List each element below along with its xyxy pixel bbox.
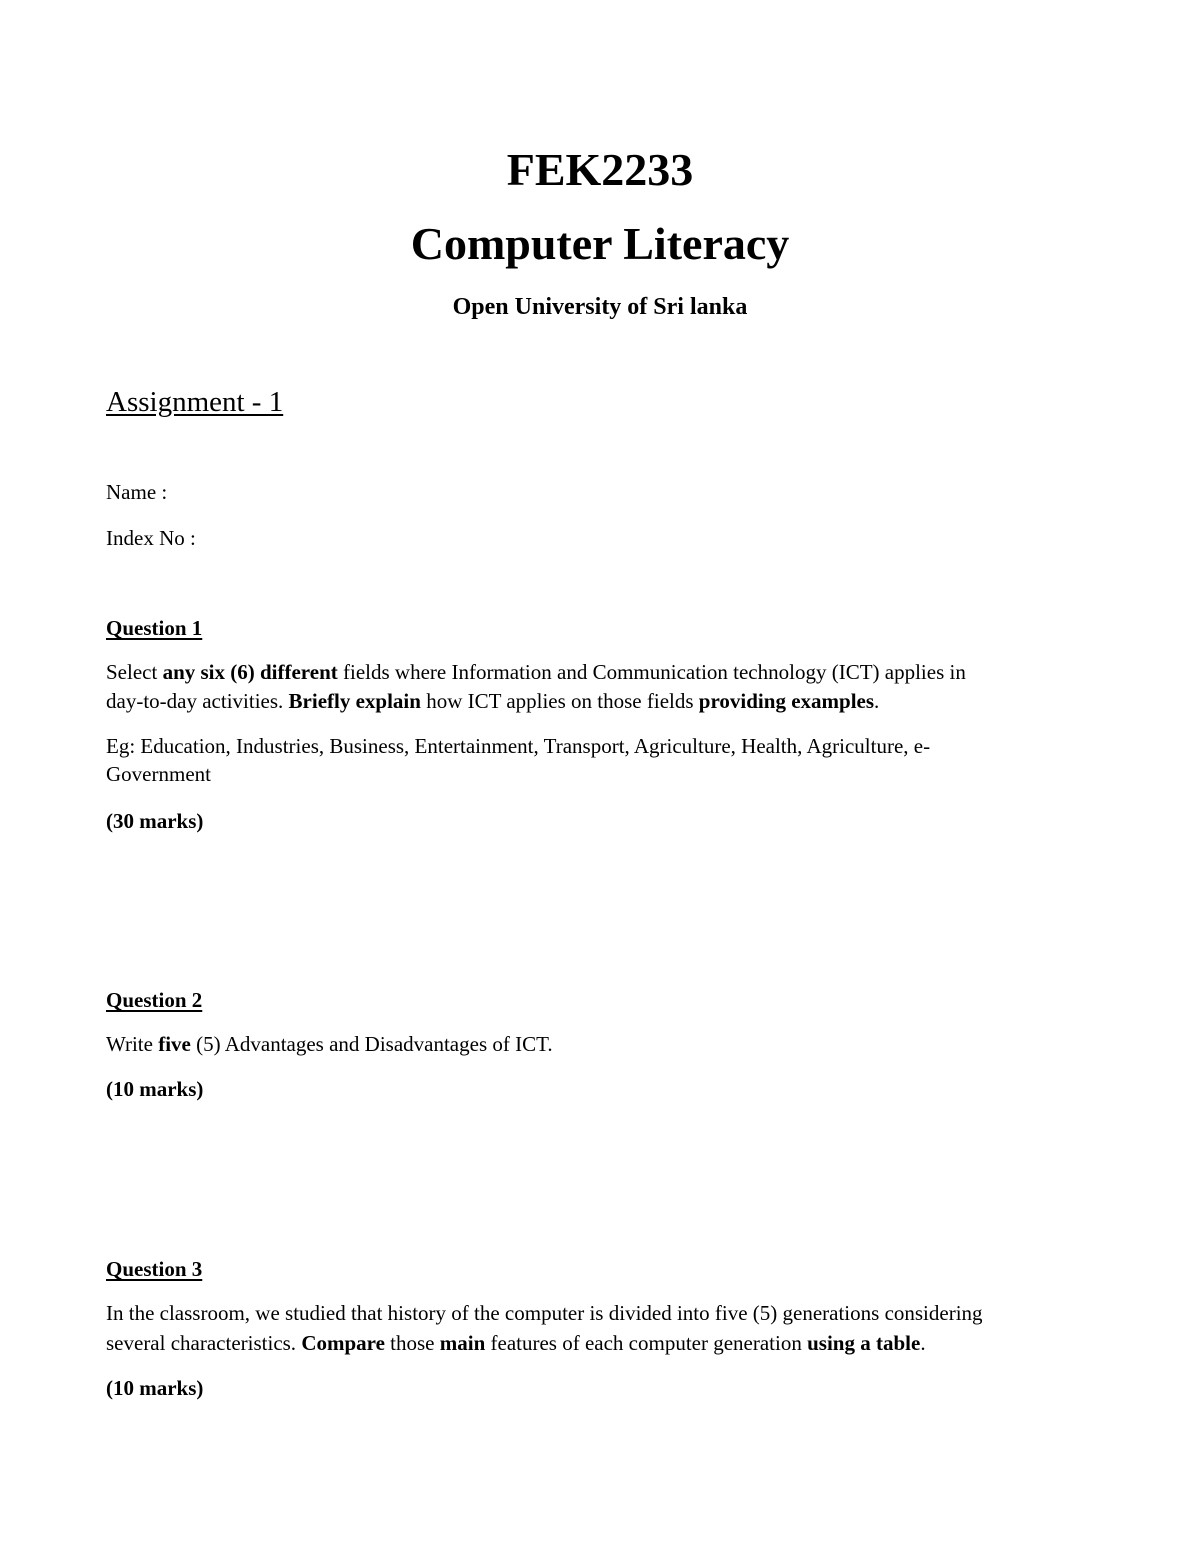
name-label: Name : — [106, 480, 168, 504]
question-3-heading: Question 3 — [106, 1257, 203, 1281]
course-code: FEK2233 — [506, 144, 694, 195]
question-1-line-1: Select any six (6) different fields where Information and Communication technology (ICT) applies in — [106, 660, 966, 684]
question-1-example-line-1: Eg: Education, Industries, Business, Entertainment, Transport, Agriculture, Health, Agriculture, e- — [106, 734, 931, 758]
course-title: Computer Literacy — [410, 218, 790, 269]
question-2-heading: Question 2 — [106, 988, 203, 1012]
question-1-heading: Question 1 — [106, 616, 203, 640]
question-3-marks: (10 marks) — [106, 1376, 204, 1400]
question-3-line-1: In the classroom, we studied that history of the computer is divided into five (5) generations considering — [106, 1301, 983, 1325]
index-number-label: Index No : — [106, 526, 196, 550]
question-1-example-line-2: Government — [106, 762, 211, 786]
university-name: Open University of Sri lanka — [452, 294, 748, 320]
question-3-line-2: several characteristics. Compare those main features of each computer generation using a table. — [106, 1331, 926, 1355]
question-1-marks: (30 marks) — [106, 809, 204, 833]
question-1-line-2: day-to-day activities. Briefly explain how ICT applies on those fields providing examples. — [106, 689, 880, 713]
question-2-marks: (10 marks) — [106, 1077, 204, 1101]
question-2-line-1: Write five (5) Advantages and Disadvantages of ICT. — [106, 1032, 553, 1056]
assignment-title: Assignment - 1 — [106, 386, 284, 418]
